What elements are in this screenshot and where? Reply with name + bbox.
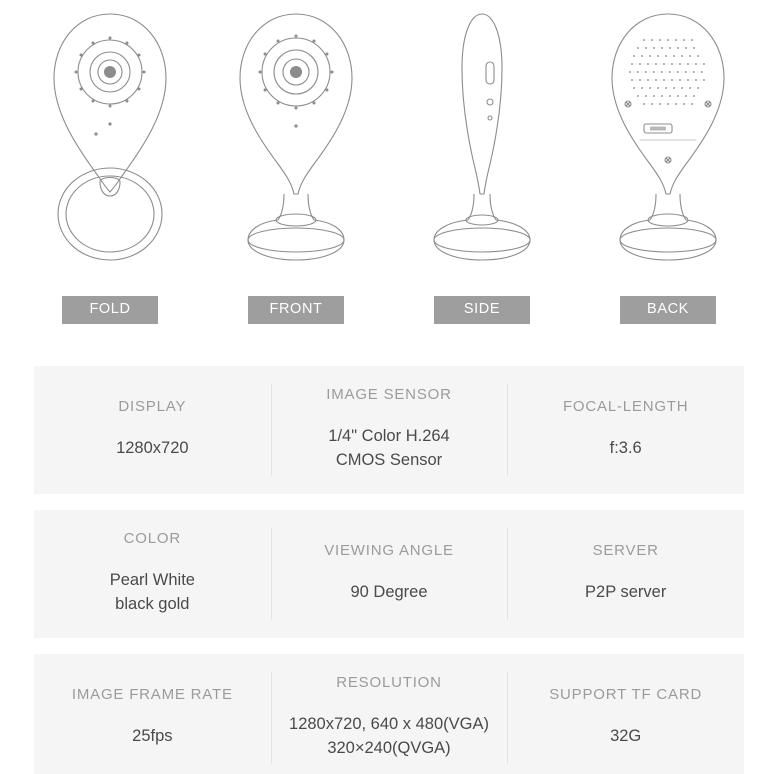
spec-cell-support-tf-card bbox=[507, 654, 744, 774]
front-camera-drawing bbox=[212, 6, 380, 274]
spec-row bbox=[34, 366, 744, 494]
spec-value bbox=[610, 725, 641, 749]
side-camera-drawing bbox=[398, 6, 566, 274]
product-view-fold bbox=[26, 6, 194, 324]
spec-value-line: Pearl White bbox=[109, 571, 195, 590]
spec-value bbox=[289, 713, 489, 761]
back-view-illustration bbox=[584, 6, 752, 274]
view-label-back: BACK bbox=[620, 296, 716, 324]
spec-value-line: 32G bbox=[610, 727, 642, 746]
spec-cell-color bbox=[34, 510, 271, 638]
spec-value-line: P2P server bbox=[585, 583, 667, 602]
spec-row bbox=[34, 510, 744, 638]
spec-cell-focal-length bbox=[507, 366, 744, 494]
spec-value bbox=[116, 437, 189, 461]
spec-value-line: 1280x720 bbox=[116, 439, 189, 458]
speaker-grille-icon bbox=[629, 39, 705, 105]
spec-value-line: 1280x720, 640 x 480(VGA) bbox=[289, 715, 489, 734]
spec-value-line: 90 Degree bbox=[350, 583, 428, 602]
spec-value bbox=[610, 437, 642, 461]
product-views bbox=[0, 0, 778, 324]
spec-title: DISPLAY bbox=[118, 398, 187, 416]
spec-row bbox=[34, 654, 744, 774]
spec-value bbox=[328, 425, 449, 473]
spec-value bbox=[132, 725, 172, 749]
product-view-back bbox=[584, 6, 752, 324]
spec-value-line: f:3.6 bbox=[609, 439, 642, 458]
spec-title: IMAGE FRAME RATE bbox=[71, 686, 233, 704]
specification-table bbox=[34, 366, 744, 774]
spec-cell-resolution bbox=[271, 654, 508, 774]
view-label-front: FRONT bbox=[248, 296, 344, 324]
view-label-side: SIDE bbox=[434, 296, 530, 324]
spec-title: FOCAL-LENGTH bbox=[562, 398, 689, 416]
spec-cell-viewing-angle bbox=[271, 510, 508, 638]
spec-cell-image-frame-rate bbox=[34, 654, 271, 774]
fold-view-illustration bbox=[26, 6, 194, 274]
fold-camera-drawing bbox=[26, 6, 194, 274]
spec-value bbox=[585, 581, 666, 605]
spec-title: SUPPORT TF CARD bbox=[549, 686, 703, 704]
spec-title: VIEWING ANGLE bbox=[324, 542, 454, 560]
spec-value-line: CMOS Sensor bbox=[335, 451, 443, 469]
spec-value-line: 320×240(QVGA) bbox=[327, 739, 451, 757]
spec-title: SERVER bbox=[592, 542, 659, 560]
screw-icon bbox=[625, 101, 711, 163]
spec-value bbox=[110, 569, 195, 617]
product-view-front bbox=[212, 6, 380, 324]
spec-value-line: 25fps bbox=[132, 727, 173, 746]
spec-cell-image-sensor bbox=[271, 366, 508, 494]
spec-title: IMAGE SENSOR bbox=[326, 386, 452, 404]
back-camera-drawing bbox=[584, 6, 752, 274]
spec-value bbox=[350, 581, 427, 605]
spec-cell-display bbox=[34, 366, 271, 494]
spec-title: RESOLUTION bbox=[336, 674, 442, 692]
spec-value-line: black gold bbox=[115, 595, 190, 613]
product-view-side bbox=[398, 6, 566, 324]
view-label-fold: FOLD bbox=[62, 296, 158, 324]
spec-cell-server bbox=[507, 510, 744, 638]
side-view-illustration bbox=[398, 6, 566, 274]
spec-title: COLOR bbox=[123, 530, 181, 548]
spec-value-line: 1/4" Color H.264 bbox=[328, 427, 450, 446]
front-view-illustration bbox=[212, 6, 380, 274]
